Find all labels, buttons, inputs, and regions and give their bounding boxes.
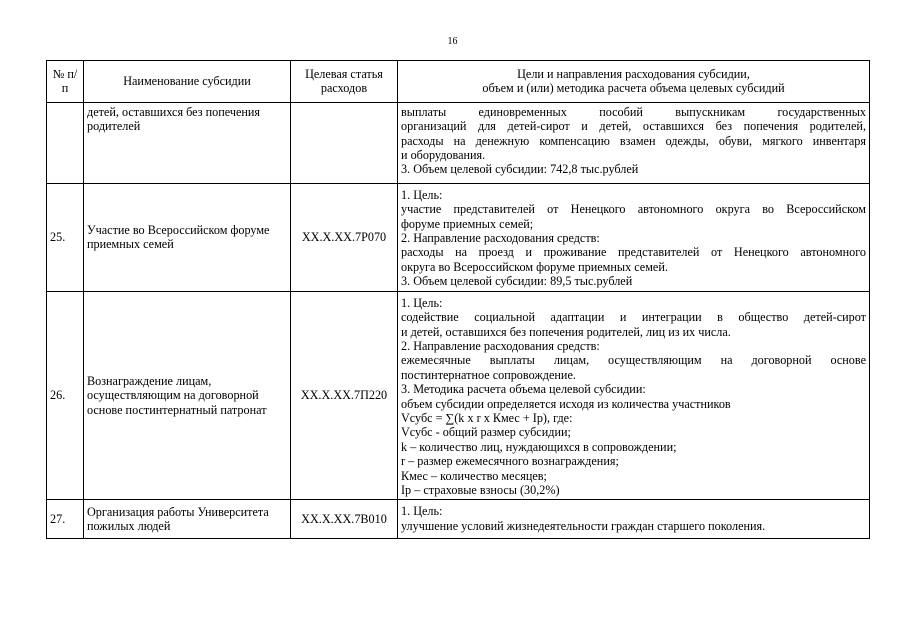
row-goals [398, 102, 870, 183]
row-goals [398, 291, 870, 500]
row-name: Участие во Всероссийском форуме приемных семей [84, 183, 291, 291]
goal-line: 2. Направление расходования средств: [401, 338, 600, 353]
header-num: № п/п [47, 61, 84, 103]
row-code: ХХ.Х.ХХ.7В010 [291, 500, 398, 539]
row-num [47, 102, 84, 183]
table-row [47, 102, 870, 183]
goal-line: улучшение условий жизнедеятельности граждан старшего поколения. [401, 518, 766, 533]
goal-line: 2. Направление расходования средств: [401, 231, 600, 246]
goal-line: k – количество лиц, нуждающихся в сопровождении; [401, 439, 677, 454]
goal-line: 1. Цель: [401, 295, 443, 310]
goal-line: участие представителей от Ненецкого автономного округа во Всероссийском [401, 202, 866, 217]
row-goals [398, 183, 870, 291]
goal-line: ежемесячные выплаты лицам, осуществляющим на договорной основе [401, 353, 866, 368]
table-row [47, 500, 870, 539]
row-code: ХХ.Х.ХХ.7Р070 [291, 183, 398, 291]
goal-line: содействие социальной адаптации и интеграции в общество детей-сирот [401, 310, 866, 325]
goal-line: 3. Методика расчета объема целевой субсидии: [401, 382, 646, 397]
goal-line: расходы на проезд и проживание представителей от Ненецкого автономного [401, 245, 866, 260]
goal-line: расходы на денежную компенсацию взамен одежды, обуви, мягкого инвентаря [401, 133, 866, 148]
goal-line: r – размер ежемесячного вознаграждения; [401, 454, 619, 469]
row-goals [398, 500, 870, 539]
goal-line: 3. Объем целевой субсидии: 89,5 тыс.рублей [401, 274, 633, 289]
goal-line: форуме приемных семей; [401, 216, 534, 231]
row-num: 25. [47, 183, 84, 291]
goal-line: 1. Цель: [401, 504, 443, 519]
header-goals [398, 61, 870, 103]
row-code [291, 102, 398, 183]
goal-line: 3. Объем целевой субсидии: 742,8 тыс.рублей [401, 162, 639, 177]
row-name: Организация работы Университета пожилых людей [84, 500, 291, 539]
row-name: детей, оставшихся без попечения родителей [84, 102, 291, 183]
row-name: Вознаграждение лицам, осуществляющим на договорной основе постинтернатный патронат [84, 291, 291, 500]
goal-line: округа во Всероссийском форуме приемных семей. [401, 259, 668, 274]
row-num: 26. [47, 291, 84, 500]
goal-line: Кмес – количество месяцев; [401, 468, 547, 483]
goal-line: постинтернатное сопровождение. [401, 367, 576, 382]
table-row [47, 291, 870, 500]
header-name: Наименование субсидии [84, 61, 291, 103]
row-code: ХХ.Х.ХХ.7П220 [291, 291, 398, 500]
row-num: 27. [47, 500, 84, 539]
goal-line: объем субсидии определяется исходя из количества участников [401, 396, 731, 411]
table-header-row [47, 61, 870, 103]
header-code: Целевая статья расходов [291, 61, 398, 103]
page-number: 16 [447, 36, 458, 47]
goal-line: Vсубс = ∑(k x r x Кмес + Iр), где: [401, 410, 573, 425]
goal-line: Vсубс - общий размер субсидии; [401, 425, 571, 440]
goal-line: организаций для детей-сирот и детей, оставшихся без попечения родителей, [401, 119, 866, 134]
table-row [47, 183, 870, 291]
goal-line: выплаты единовременных пособий выпускникам государственных [401, 104, 866, 119]
goal-line: и детей, оставшихся без попечения родителей, лиц из их числа. [401, 324, 731, 339]
subsidy-table [46, 60, 870, 539]
header-goals-line-1: Цели и направления расходования субсидии, [517, 67, 750, 81]
goal-line: Iр – страховые взносы (30,2%) [401, 482, 560, 497]
goal-line: 1. Цель: [401, 187, 443, 202]
goal-line: и оборудования. [401, 148, 486, 163]
header-goals-line-2: объем и (или) методика расчета объема целевых субсидий [482, 81, 785, 96]
